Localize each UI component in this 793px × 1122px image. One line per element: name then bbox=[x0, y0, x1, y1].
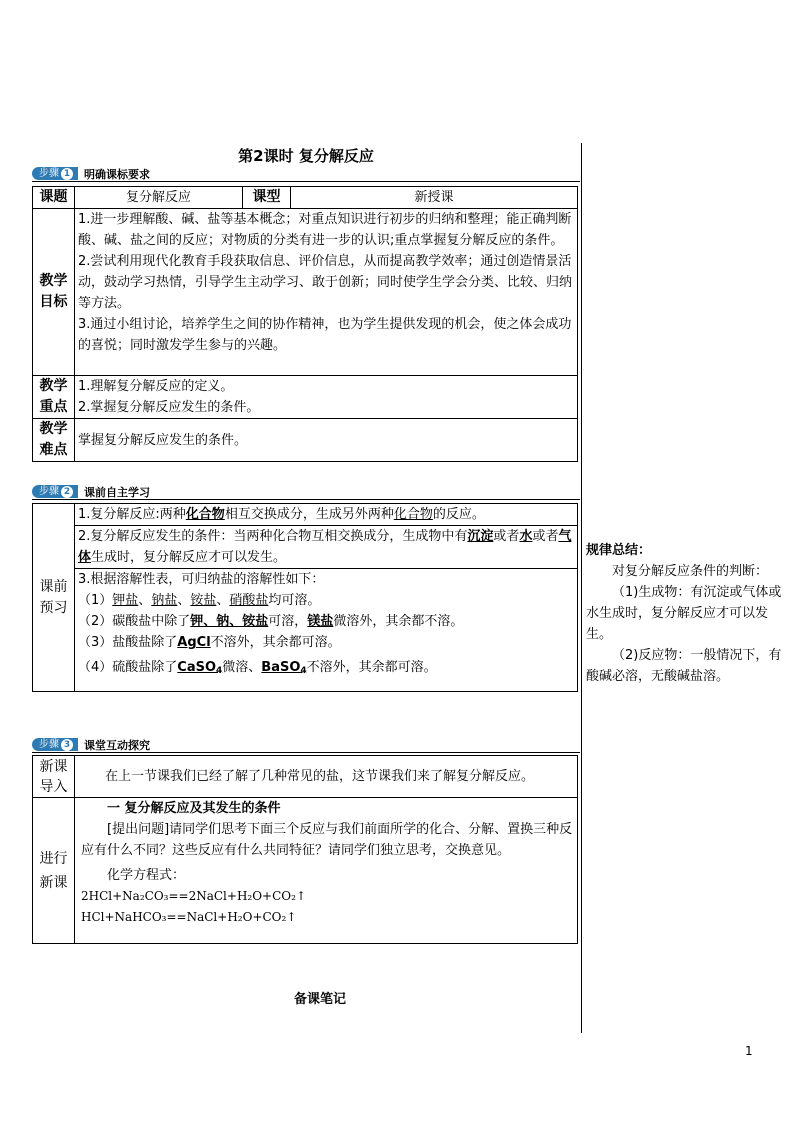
page-number: 1 bbox=[745, 1044, 753, 1058]
step-badge bbox=[32, 738, 78, 751]
step-1-header bbox=[32, 166, 150, 181]
goal-label: 教学目标 bbox=[33, 209, 75, 376]
text: 、 bbox=[216, 593, 230, 608]
text: （3）盐酸盐除了 bbox=[78, 635, 178, 650]
answer: 硝酸盐 bbox=[229, 593, 269, 608]
answer: 镁盐 bbox=[307, 614, 334, 629]
summary-point: （2)反应物：一般情况下，有酸碱必溶，无酸碱盐溶。 bbox=[586, 648, 782, 684]
step-badge-text: 步骤 bbox=[39, 739, 59, 750]
equation-1: 2HCl+Na₂CO₃==2NaCl+H₂O+CO₂↑ bbox=[81, 889, 306, 903]
answer: 水 bbox=[519, 529, 533, 544]
answer: 铵盐 bbox=[190, 593, 217, 608]
key-label: 教学重点 bbox=[33, 376, 75, 419]
text: 3.根据溶解性表，可归纳盐的溶解性如下： bbox=[78, 572, 325, 587]
margin-divider-line bbox=[581, 143, 582, 1033]
goal-item: 3.通过小组讨论，培养学生之间的协作精神，也为学生提供发现的机会，使之体会成功的喜悦；同时激发学生参与的兴趣。 bbox=[78, 317, 572, 353]
step-number: 2 bbox=[61, 486, 73, 498]
summary-title: 规律总结： bbox=[586, 543, 652, 558]
section-heading: 一 复分解反应及其发生的条件 bbox=[107, 801, 281, 816]
question-text: [提出问题]请同学们思考下面三个反应与我们前面所学的化合、分解、置换三种反应有什么不同？这些反应有什么共同特征？请同学们独立思考，交换意见。 bbox=[81, 822, 573, 858]
preview-table bbox=[32, 503, 578, 692]
answer: 钾盐 bbox=[112, 593, 139, 608]
text: 微溶外，其余都不溶。 bbox=[333, 614, 464, 629]
equation-label: 化学方程式： bbox=[107, 868, 186, 883]
answer: 钠盐 bbox=[151, 593, 178, 608]
text: 2.复分解反应发生的条件：当两种化合物互相交换成分，生成物中有 bbox=[78, 529, 468, 544]
answer bbox=[261, 660, 306, 675]
lesson-table bbox=[32, 755, 578, 944]
equation-2: HCl+NaHCO₃==NaCl+H₂O+CO₂↑ bbox=[81, 910, 297, 924]
text: （2）碳酸盐中除了 bbox=[78, 614, 191, 629]
step-number: 1 bbox=[61, 168, 73, 180]
difficulty-content: 掌握复分解反应发生的条件。 bbox=[75, 419, 578, 462]
type-label: 课型 bbox=[243, 187, 291, 209]
type-value: 新授课 bbox=[291, 187, 578, 209]
key-item: 1.理解复分解反应的定义。 bbox=[78, 379, 234, 394]
course-label: 课题 bbox=[33, 187, 75, 209]
key-item: 2.掌握复分解反应发生的条件。 bbox=[78, 400, 260, 415]
text: 、 bbox=[138, 593, 152, 608]
answer: 化合物 bbox=[393, 507, 433, 522]
objectives-table bbox=[32, 186, 578, 462]
step-3-header bbox=[32, 737, 150, 752]
formula: BaSO bbox=[261, 660, 301, 675]
difficulty-label: 教学难点 bbox=[33, 419, 75, 462]
step-2-rule bbox=[32, 499, 580, 500]
summary-intro: 对复分解反应条件的判断： bbox=[612, 564, 769, 579]
preview-item-1 bbox=[75, 504, 578, 526]
step-title: 课前自主学习 bbox=[84, 485, 150, 499]
text: 均可溶。 bbox=[268, 593, 321, 608]
text: 的反应。 bbox=[432, 507, 485, 522]
text: 或者 bbox=[532, 529, 559, 544]
key-content bbox=[75, 376, 578, 419]
process-content bbox=[75, 798, 578, 944]
subscript: 4 bbox=[300, 666, 307, 676]
intro-label: 新课导入 bbox=[33, 756, 75, 798]
summary-notes bbox=[586, 540, 786, 687]
solubility-line bbox=[78, 657, 574, 678]
text: （1） bbox=[78, 593, 113, 608]
step-title: 明确课标要求 bbox=[84, 167, 150, 181]
text: （4）硫酸盐除了 bbox=[78, 660, 178, 675]
step-2-header bbox=[32, 484, 150, 499]
preview-item-2 bbox=[75, 526, 578, 569]
text: 不溶外，其余都可溶。 bbox=[210, 635, 341, 650]
solubility-line bbox=[78, 611, 574, 632]
answer bbox=[177, 660, 222, 675]
solubility-line bbox=[78, 632, 574, 653]
preview-item-3 bbox=[75, 569, 578, 692]
answer: 沉淀 bbox=[467, 529, 494, 544]
goal-item: 1.进一步理解酸、碱、盐等基本概念；对重点知识进行初步的归纳和整理；能正确判断酸、碱、盐之间的反应；对物质的分类有进一步的认识;重点掌握复分解反应的条件。 bbox=[78, 212, 572, 248]
course-value: 复分解反应 bbox=[75, 187, 243, 209]
preview-label: 课前预习 bbox=[33, 504, 75, 692]
formula: CaSO bbox=[177, 660, 217, 675]
answer: AgCl bbox=[177, 635, 211, 650]
process-label: 进行新课 bbox=[33, 798, 75, 944]
footer-label: 备课笔记 bbox=[293, 992, 346, 1007]
step-badge bbox=[32, 485, 78, 498]
text: 微溶、 bbox=[222, 660, 262, 675]
text: 或者 bbox=[493, 529, 520, 544]
text: 可溶， bbox=[268, 614, 308, 629]
step-badge-text: 步骤 bbox=[39, 168, 59, 179]
text: 1.复分解反应:两种 bbox=[78, 507, 186, 522]
text: 相互交换成分，生成另外两种 bbox=[224, 507, 394, 522]
answer: 钾、钠、铵盐 bbox=[190, 614, 269, 629]
goal-content bbox=[75, 209, 578, 376]
step-number: 3 bbox=[61, 739, 73, 751]
goal-item: 2.尝试利用现代化教育手段获取信息、评价信息，从而提高教学效率；通过创造情景活动，鼓动学习热情，引导学生主动学习、敢于创新；同时使学生学会分类、比较、归纳等方法。 bbox=[78, 254, 573, 311]
step-title: 课堂互动探究 bbox=[84, 738, 150, 752]
page-title: 第2课时 复分解反应 bbox=[238, 147, 374, 165]
step-badge-text: 步骤 bbox=[39, 486, 59, 497]
solubility-line bbox=[78, 590, 574, 611]
step-1-rule bbox=[32, 181, 580, 182]
answer: 化合物 bbox=[185, 507, 225, 522]
text: 、 bbox=[177, 593, 191, 608]
answer: 气体 bbox=[78, 529, 572, 565]
intro-text: 在上一节课我们已经了解了几种常见的盐，这节课我们来了解复分解反应。 bbox=[75, 756, 578, 798]
text: 生成时，复分解反应才可以发生。 bbox=[91, 550, 287, 565]
step-badge bbox=[32, 167, 78, 180]
summary-point: （1)生成物：有沉淀或气体或水生成时，复分解反应才可以发生。 bbox=[586, 585, 782, 642]
text: 不溶外，其余都可溶。 bbox=[306, 660, 437, 675]
step-3-rule bbox=[32, 752, 580, 753]
subscript: 4 bbox=[216, 666, 223, 676]
